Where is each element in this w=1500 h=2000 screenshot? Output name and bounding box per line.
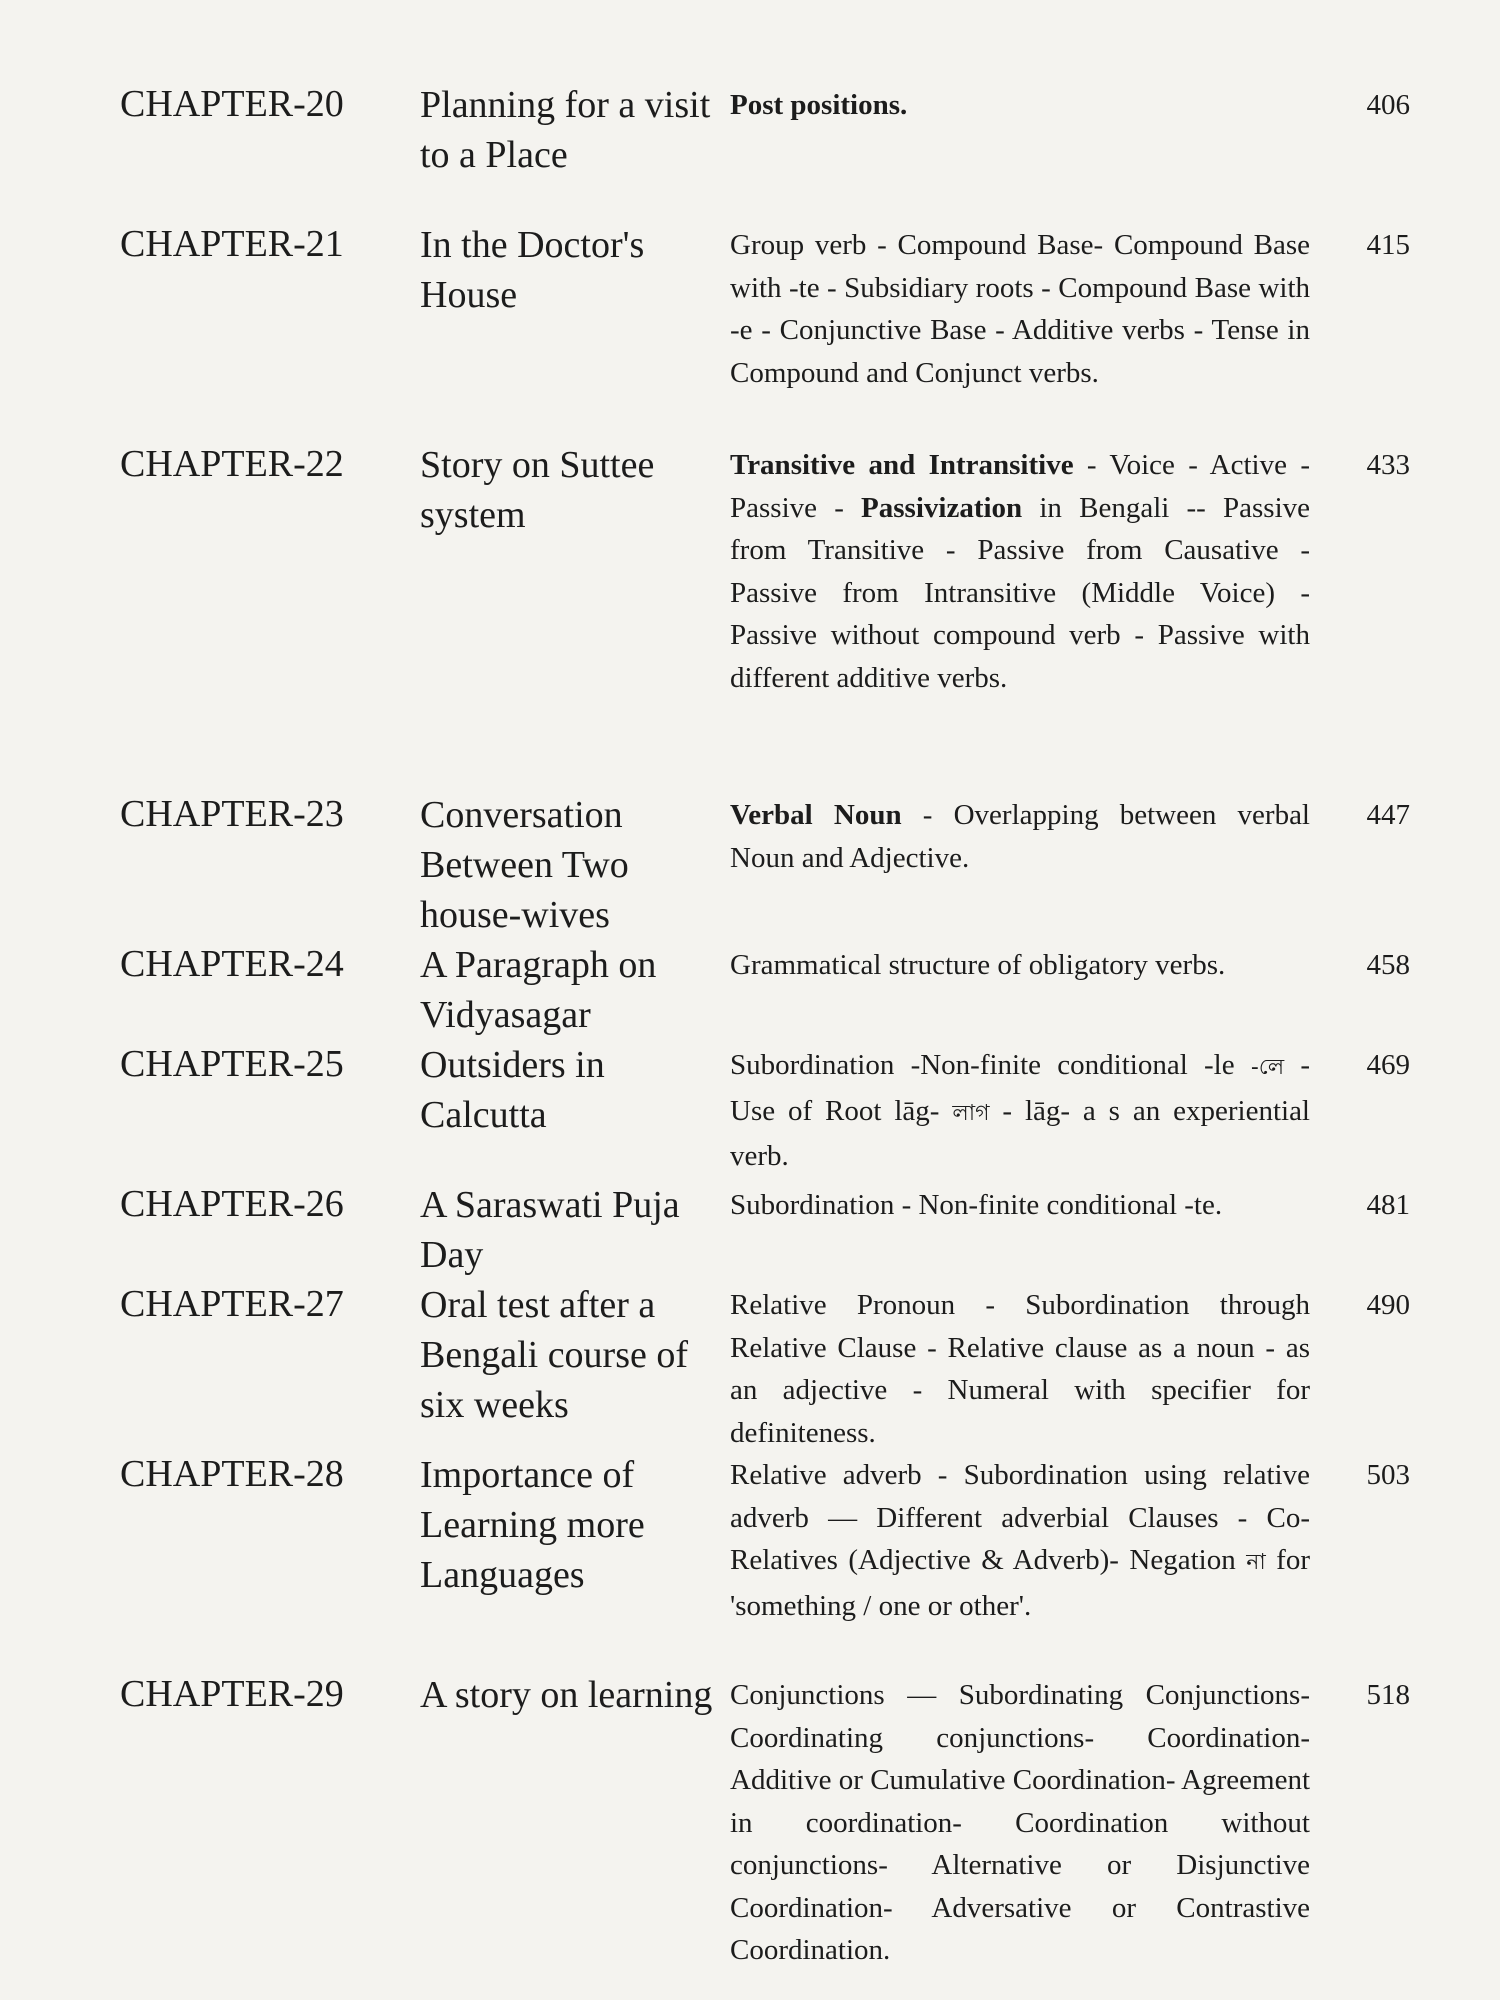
chapter-title: Story on Suttee system [420,444,655,536]
toc-entry [120,1670,1410,1970]
chapter-title: Conversation Between Two house-wives [420,794,629,936]
toc-entry [120,220,1410,440]
topic-text: - Voice - Active - Passive - [730,449,1310,524]
chapter-title: In the Doctor's House [420,224,645,316]
chapter-topics [730,1280,1310,1454]
topic-term-bold: Verbal Noun [730,799,902,831]
chapter-topics [730,1450,1310,1627]
toc-entry [120,940,1410,1040]
chapter-label: CHAPTER-23 [120,793,344,835]
bengali-term: -লে [1250,1055,1285,1080]
chapter-label: CHAPTER-24 [120,943,344,985]
topic-term-bold: Post positions. [730,89,908,121]
toc-entry [120,790,1410,940]
topic-text: for 'something / one or other'. [730,1544,1310,1622]
toc-entry [120,1180,1410,1280]
chapter-title: A Paragraph on Vidyasagar [420,944,657,1036]
chapter-title: Importance of Learning more Languages [420,1454,645,1596]
page-number: 518 [1366,1679,1410,1711]
topic-text: Relative Pronoun - Subordination through Relative Clause - Relative clause as a noun - as an adjective - Numeral with specifier for definiteness. [730,1289,1310,1449]
topic-text: - Overlapping between verbal Noun and Adjective. [730,799,1310,874]
chapter-label: CHAPTER-20 [120,83,344,125]
page-number: 415 [1366,229,1410,261]
chapter-title: Planning for a visit to a Place [420,84,711,176]
chapter-topics [730,790,1310,879]
chapter-topics [730,80,1310,127]
chapter-title: A story on learning [420,1674,713,1716]
chapter-label: CHAPTER-25 [120,1043,344,1085]
toc-entry [120,1280,1410,1450]
chapter-topics [730,1040,1310,1178]
page-number: 447 [1366,799,1410,831]
chapter-label: CHAPTER-26 [120,1183,344,1225]
topic-text: - Use of Root lāg- [730,1049,1310,1127]
topic-text: Conjunctions — Subordinating Conjunctions- Coordinating conjunctions- Coordination- Additive or Cumulative Coordination- Agreement in coordination- Coordination without conjunctions- Alternative or Disjunctive Coordination- Adversative or Contrastive Coordination. [730,1679,1310,1966]
chapter-topics [730,440,1310,699]
page-number: 406 [1366,89,1410,121]
chapter-topics [730,1180,1310,1227]
chapter-topics [730,940,1310,987]
topic-text: Subordination - Non-finite conditional -te. [730,1189,1223,1221]
chapter-title: Oral test after a Bengali course of six weeks [420,1284,689,1426]
topic-term-bold: Transitive and Intransitive [730,449,1074,481]
bengali-term: না [1246,1550,1266,1575]
chapter-label: CHAPTER-28 [120,1453,344,1495]
topic-text: Group verb - Compound Base- Compound Base with -te - Subsidiary roots - Compound Base with -e - Conjunctive Base - Additive verbs - Tense in Compound and Conjunct verbs. [730,229,1310,389]
chapter-label: CHAPTER-27 [120,1283,344,1325]
topic-text: Subordination -Non-finite conditional -le [730,1049,1251,1081]
chapter-label: CHAPTER-21 [120,223,344,265]
page-number: 490 [1366,1289,1410,1321]
toc-entry [120,80,1410,220]
chapter-topics [730,1670,1310,1972]
chapter-title: A Saraswati Puja Day [420,1184,680,1276]
toc-entry [120,1040,1410,1180]
toc-entry [120,440,1410,790]
topic-term-bold: Passivization [861,491,1023,524]
topic-text: - lāg- a s an experiential verb. [730,1094,1310,1172]
chapter-topics [730,220,1310,394]
table-of-contents [120,80,1410,1970]
topic-text: in Bengali -- Passive from Transitive - Passive from Causative - Passive from Intransitive (Middle Voice) - Passive without compound verb - Passive with different additive verbs. [730,491,1310,694]
bengali-term: লাগ [952,1100,990,1126]
page-number: 481 [1366,1189,1410,1221]
chapter-title: Outsiders in Calcutta [420,1044,605,1136]
page-number: 458 [1366,949,1410,981]
toc-entry [120,1450,1410,1670]
chapter-label: CHAPTER-22 [120,443,344,485]
page-number: 433 [1366,449,1410,481]
chapter-label: CHAPTER-29 [120,1673,344,1715]
page-number: 503 [1366,1459,1410,1491]
page-number: 469 [1366,1049,1410,1081]
topic-text: Grammatical structure of obligatory verbs. [730,949,1226,981]
topic-text: Relative adverb - Subordination using relative adverb — Different adverbial Clauses - Co-Relatives (Adjective & Adverb)- Negation [730,1459,1310,1576]
